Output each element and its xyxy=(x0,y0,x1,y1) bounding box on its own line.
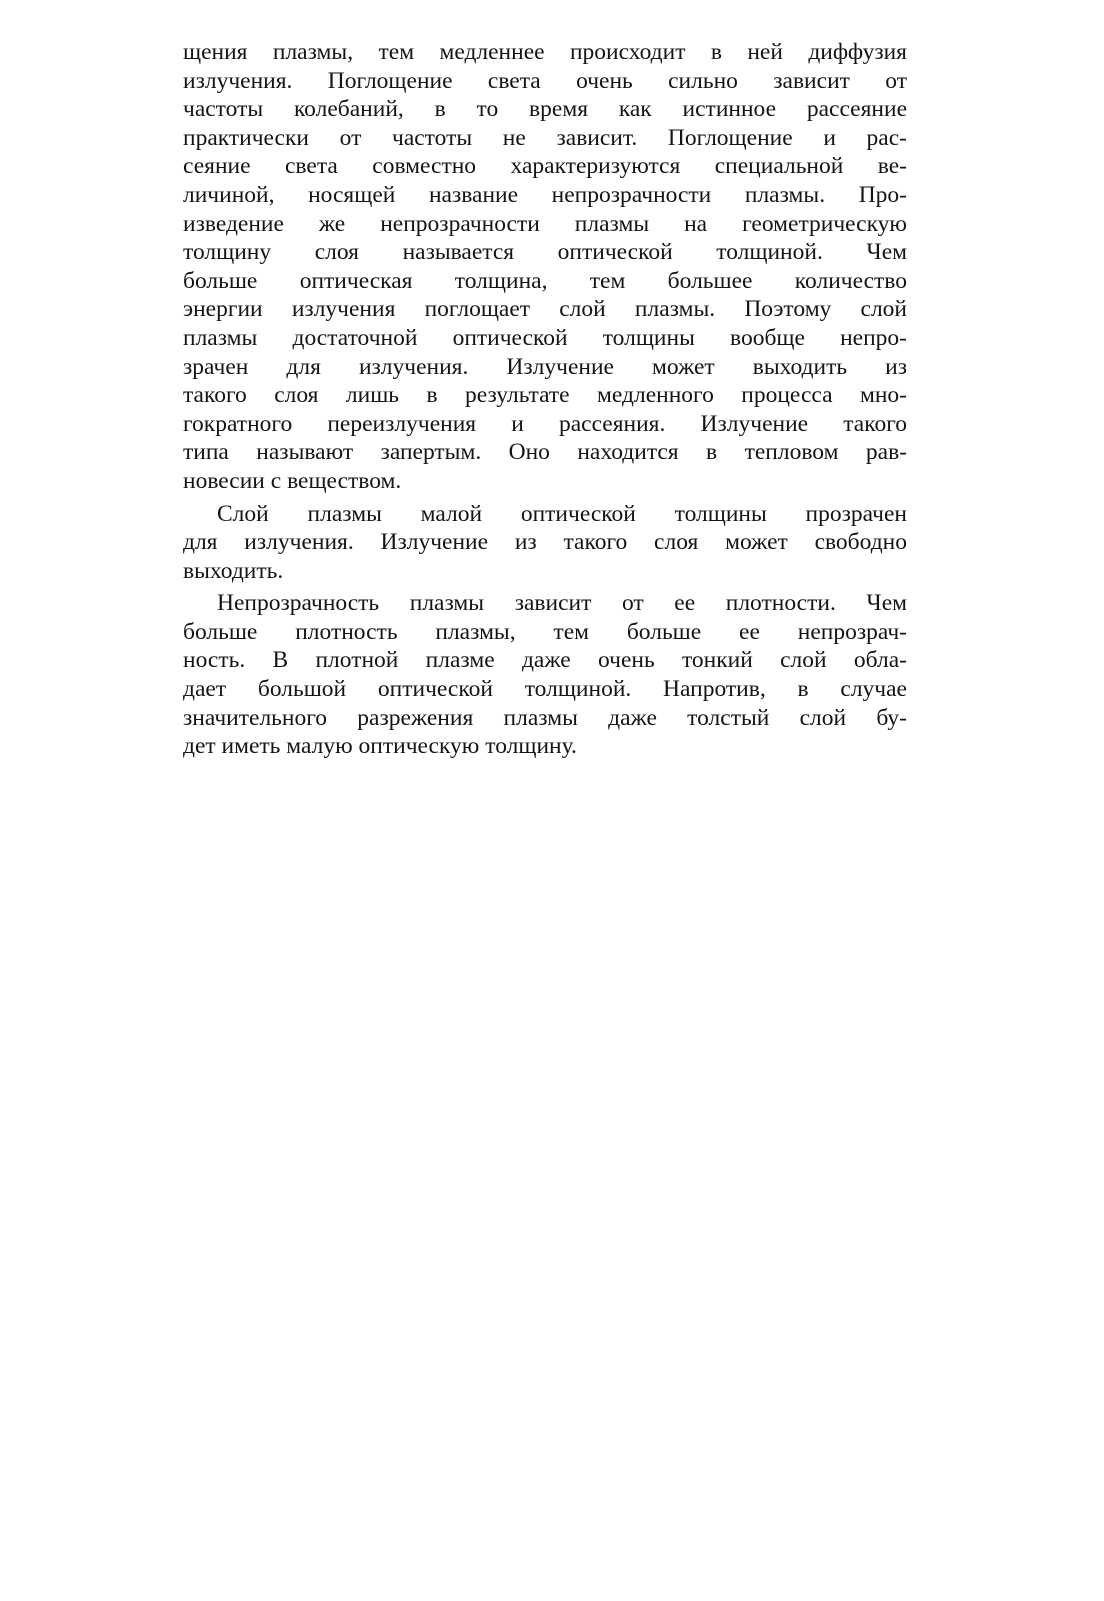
text-line: для излучения. Излучение из такого слоя может свободно xyxy=(183,529,907,556)
text-line: плазмы достаточной оптической толщины вообще непро- xyxy=(183,324,907,351)
text-line: толщину слоя называется оптической толщиной. Чем xyxy=(183,239,907,266)
text-line: зрачен для излучения. Излучение может выходить из xyxy=(183,353,907,380)
paragraph xyxy=(183,38,907,496)
text-line: Непрозрачность плазмы зависит от ее плотности. Чем xyxy=(217,590,907,617)
text-line: новесии с веществом. xyxy=(183,467,402,494)
text-line: выходить. xyxy=(183,557,284,584)
text-line: гократного переизлучения и рассеяния. Излучение такого xyxy=(183,410,907,437)
text-line: Слой плазмы малой оптической толщины прозрачен xyxy=(217,500,907,527)
text-line: дает большой оптической толщиной. Напротив, в случае xyxy=(183,676,907,703)
text-line: излучения. Поглощение света очень сильно зависит от xyxy=(183,67,907,94)
text-line: типа называют запертым. Оно находится в тепловом рав- xyxy=(183,439,907,466)
paragraph xyxy=(183,500,907,586)
text-line: практически от частоты не зависит. Поглощение и рас- xyxy=(183,124,907,151)
text-line: сеяние света совместно характеризуются специальной ве- xyxy=(183,153,907,180)
text-line: щения плазмы, тем медленнее происходит в ней диффузия xyxy=(183,39,907,65)
paragraph xyxy=(183,589,907,761)
text-line: больше оптическая толщина, тем большее количество xyxy=(183,267,907,294)
text-line: ность. В плотной плазме даже очень тонкий слой обла- xyxy=(183,647,907,674)
text-line: больше плотность плазмы, тем больше ее непрозрач- xyxy=(183,618,907,645)
text-line: изведение же непрозрачности плазмы на геометрическую xyxy=(183,210,907,237)
text-line: энергии излучения поглощает слой плазмы. Поэтому слой xyxy=(183,296,907,323)
text-line: частоты колебаний, в то время как истинное рассеяние xyxy=(183,96,907,123)
text-line: значительного разрежения плазмы даже толстый слой бу- xyxy=(183,704,907,731)
text-line: дет иметь малую оптическую толщину. xyxy=(183,733,577,760)
page-text xyxy=(183,38,907,761)
text-line: личиной, носящей название непрозрачности плазмы. Про- xyxy=(183,181,907,208)
text-line: такого слоя лишь в результате медленного процесса мно- xyxy=(183,382,907,409)
